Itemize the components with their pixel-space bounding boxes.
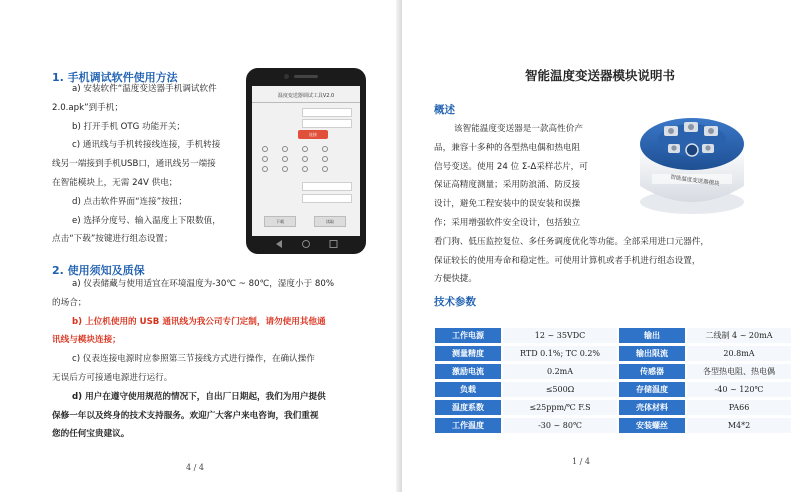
text-line: 保证较长的使用寿命和稳定性。可使用计算机或者手机进行组态设置， xyxy=(434,255,701,266)
text-line: 2.0.apk”到手机； xyxy=(52,102,123,113)
spec-key: 输出 xyxy=(619,328,685,343)
spec-value: 20.8mA xyxy=(687,346,791,361)
radio-icon xyxy=(262,166,268,172)
spec-value: -30 ~ 80℃ xyxy=(503,418,617,433)
spec-table xyxy=(433,325,793,436)
text-line: a) 仪表储藏与使用适宜在环境温度为-30℃ ~ 80℃，湿度小于 80% xyxy=(72,279,334,289)
section2-title: 2. 使用须知及质保 xyxy=(52,264,145,277)
text-line: d) 用户在遵守使用规范的情况下，自出厂日期起，我们为用户提供 xyxy=(72,391,326,402)
spec-key: 负载 xyxy=(435,382,501,397)
spec-value: ≤500Ω xyxy=(503,382,617,397)
text-line: 在智能模块上，无需 24V 供电； xyxy=(52,177,178,188)
spec-key: 存储温度 xyxy=(619,382,685,397)
phone-speaker xyxy=(294,75,318,78)
radio-icon xyxy=(302,146,308,152)
row xyxy=(260,194,352,202)
page-number: 1 / 4 xyxy=(572,457,590,466)
spec-value: RTD 0.1%; TC 0.2% xyxy=(503,346,617,361)
text-line: c) 仪表连接电源时应参照第三节接线方式进行操作，在确认操作 xyxy=(72,354,315,365)
input xyxy=(302,108,352,117)
radio-icon xyxy=(282,166,288,172)
radio-icon xyxy=(302,156,308,162)
device-label: 智能温度变送器模块 xyxy=(669,174,720,188)
input xyxy=(302,194,352,203)
text-line: 保修一年以及终身的技术支持服务。欢迎广大客户来电咨询，我们重视 xyxy=(52,410,319,421)
section1-title: 1. 手机调试软件使用方法 xyxy=(52,71,178,84)
overview-title: 概述 xyxy=(434,104,455,116)
radio-icon xyxy=(322,146,328,152)
text-line: c) 通讯线与手机转接线连接，手机转接 xyxy=(72,140,221,151)
spec-row xyxy=(435,418,791,433)
text-line: 看门狗、低压监控复位、多任务调度优化等功能。全部采用进口元器件， xyxy=(434,236,710,247)
spec-key: 工作温度 xyxy=(435,418,501,433)
spec-value: 各型热电阻、热电偶 xyxy=(687,364,791,379)
text-line: 您的任何宝贵建议。 xyxy=(52,429,130,440)
spec-key: 传感器 xyxy=(619,364,685,379)
radio-icon xyxy=(262,156,268,162)
radio-icon xyxy=(262,146,268,152)
row xyxy=(260,182,352,190)
text-line: a) 安装软件“温度变送器手机调试软件 xyxy=(72,84,217,94)
row xyxy=(260,119,352,127)
spec-key: 输出限流 xyxy=(619,346,685,361)
text-line: 品，兼容十多种的各型热电偶和热电阻 xyxy=(434,142,581,153)
spec-key: 测量精度 xyxy=(435,346,501,361)
section1-body xyxy=(52,80,242,249)
connect-button: 连接 xyxy=(298,130,328,139)
input xyxy=(302,182,352,191)
text-line: 设计，避免工程安装中的误安装和误操 xyxy=(434,199,581,210)
radio-icon xyxy=(302,166,308,172)
text-line: 信号变送。使用 24 位 Σ-Δ采样芯片，可 xyxy=(434,161,588,172)
spec-key: 工作电源 xyxy=(435,328,501,343)
spec-row xyxy=(435,328,791,343)
spec-value: -40 ~ 120℃ xyxy=(687,382,791,397)
text-line: b) 打开手机 OTG 功能开关； xyxy=(72,121,186,132)
spec-key: 温度系数 xyxy=(435,400,501,415)
row xyxy=(260,108,352,116)
text-line: 的场合； xyxy=(52,297,87,308)
text-line: 点击“下载”按键进行组态设置； xyxy=(52,234,173,245)
text-line: d) 点击软件界面“连接”按扭； xyxy=(72,196,187,207)
spec-value: 0.2mA xyxy=(503,364,617,379)
radio-icon xyxy=(322,156,328,162)
app-title: 温度变送器调试工具V2.0 xyxy=(277,93,335,99)
phone-camera xyxy=(284,74,289,79)
spec-key: 壳体材料 xyxy=(619,400,685,415)
read-button: 读取 xyxy=(314,216,346,227)
text-line: 该智能温度变送器是一款高性价产 xyxy=(454,124,583,134)
phone-image xyxy=(246,68,366,254)
text-line: 方便快捷。 xyxy=(434,274,477,285)
text-line: 无误后方可接通电源进行运行。 xyxy=(52,372,173,383)
spec-value: ≤25ppm/℃ F.S xyxy=(503,400,617,415)
text-line: 讯线与模块连接； xyxy=(52,335,121,346)
spec-row xyxy=(435,346,791,361)
page-number: 4 / 4 xyxy=(186,463,204,472)
text-line: 线另一端接到手机USB口，通讯线另一端接 xyxy=(52,159,216,170)
device-photo xyxy=(628,90,756,220)
text-line: e) 选择分度号、输入温度上下限数值， xyxy=(72,215,221,226)
spec-key: 安装螺丝 xyxy=(619,418,685,433)
input xyxy=(302,119,352,128)
params-title: 技术参数 xyxy=(434,296,476,308)
text-line: 保证高精度测量；采用防浪涌、防反接 xyxy=(434,180,581,191)
phone-nav-icons xyxy=(252,238,360,250)
document-title: 智能温度变送器模块说明书 xyxy=(524,68,675,83)
text-line: 作；采用增强软件安全设计，包括独立 xyxy=(434,217,581,228)
radio-icon xyxy=(282,146,288,152)
text-line: b) 上位机使用的 USB 通讯线为我公司专门定制，请勿使用其他通 xyxy=(72,316,326,327)
spec-key: 激励电流 xyxy=(435,364,501,379)
spec-value: M4*2 xyxy=(687,418,791,433)
spec-value: 12 ~ 35VDC xyxy=(503,328,617,343)
spec-row xyxy=(435,364,791,379)
spec-row xyxy=(435,382,791,397)
radio-icon xyxy=(322,166,328,172)
radio-icon xyxy=(282,156,288,162)
phone-screen xyxy=(252,86,360,236)
spec-row xyxy=(435,400,791,415)
spec-value: PA66 xyxy=(687,400,791,415)
download-button: 下载 xyxy=(264,216,296,227)
divider xyxy=(252,102,360,103)
spec-value: 二线制 4 ~ 20mA xyxy=(687,328,791,343)
section2-body xyxy=(52,275,342,444)
